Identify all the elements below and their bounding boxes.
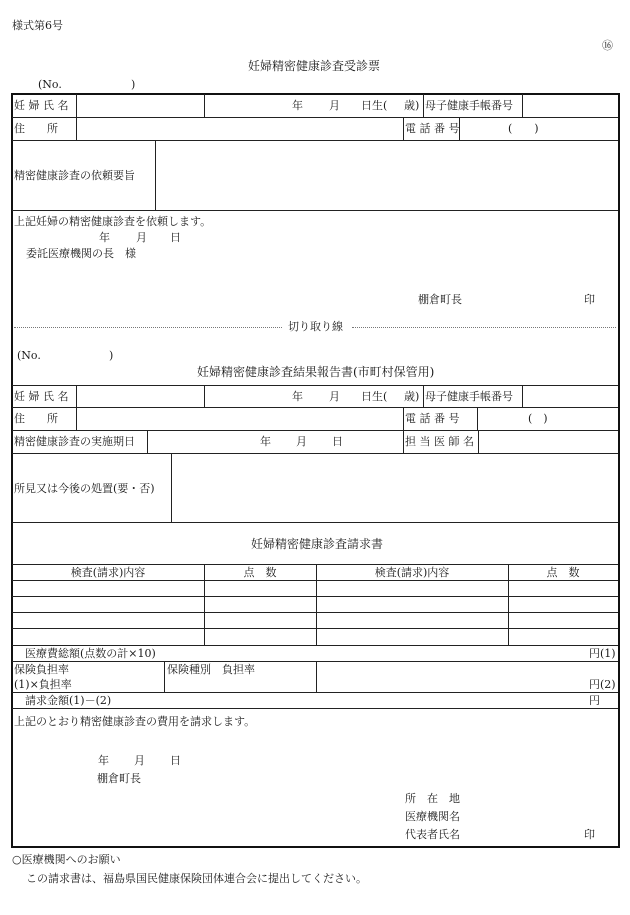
- sheet1-mayor: 棚倉町長: [418, 293, 462, 306]
- footer-note-title: ○医療機関へのお願い: [12, 853, 121, 866]
- invoice-date-month: 月: [134, 754, 145, 767]
- invoice-total-unit: 円(1): [589, 647, 616, 660]
- sheet2-address-label: 住 所: [14, 412, 58, 425]
- sheet2-name-label: 妊 婦 氏 名: [14, 390, 69, 403]
- sheet1-birth-month: 月: [329, 99, 340, 112]
- invoice-col-content-1: 検査(請求)内容: [70, 566, 146, 579]
- sheet1-age-unit: 歳): [404, 99, 420, 112]
- sheet1-request-text: 上記妊婦の精密健康診査を依頼します。: [14, 215, 212, 228]
- sheet1-request-label: 精密健康診査の依頼要旨: [14, 169, 135, 182]
- invoice-location-label: 所 在 地: [405, 792, 460, 805]
- invoice-date-year: 年: [98, 754, 109, 767]
- sheet2-exam-month: 月: [296, 435, 307, 448]
- sheet1-no-label: (No.: [38, 78, 62, 91]
- sheet1-seal: 印: [584, 293, 595, 306]
- sheet2-exam-year: 年: [260, 435, 271, 448]
- invoice-date-day: 日: [170, 754, 181, 767]
- sheet2-handbook-label: 母子健康手帳番号: [425, 390, 513, 403]
- invoice-seal: 印: [584, 828, 595, 841]
- sheet1-date-day: 日: [170, 231, 181, 244]
- invoice-insurance-rate-label: 保険負担率: [14, 663, 69, 676]
- sheet1-phone-paren: ( ): [508, 122, 539, 135]
- sheet2-exam-day: 日: [332, 435, 343, 448]
- sheet1-birth-year: 年: [292, 99, 303, 112]
- invoice-claim-label: 請求金額(1)－(2): [25, 694, 112, 707]
- invoice-total-label: 医療費総額(点数の計×10): [25, 647, 156, 660]
- sheet2-birth-year: 年: [292, 390, 303, 403]
- invoice-mayor: 棚倉町長: [97, 772, 141, 785]
- form-number: 様式第6号: [12, 19, 63, 32]
- invoice-representative-label: 代表者氏名: [405, 828, 460, 841]
- sheet1-date-year: 年: [99, 231, 110, 244]
- sheet2-no-close: ): [109, 349, 114, 362]
- sheet1-no-close: ): [131, 78, 136, 91]
- sheet1-phone-label: 電 話 番 号: [405, 122, 460, 135]
- form-circle-number: ⑯: [602, 39, 613, 52]
- sheet1-date-month: 月: [136, 231, 147, 244]
- invoice-claim-unit: 円: [589, 694, 600, 707]
- sheet2-birth-day: 日生(: [361, 390, 388, 403]
- sheet2-phone-label: 電 話 番 号: [405, 412, 460, 425]
- sheet1-title: 妊婦精密健康診査受診票: [248, 59, 381, 73]
- invoice-burden-label: (1)×負担率: [14, 678, 72, 691]
- sheet1-handbook-label: 母子健康手帳番号: [425, 99, 513, 112]
- sheet1-to-label: 委託医療機関の長 様: [26, 247, 136, 260]
- sheet2-exam-date-label: 精密健康診査の実施期日: [14, 435, 135, 448]
- footer-note-text: この請求書は、福島県国民健康保険団体連合会に提出してください。: [26, 872, 367, 885]
- sheet2-birth-month: 月: [329, 390, 340, 403]
- invoice-burden-unit: 円(2): [589, 678, 616, 691]
- sheet2-doctor-label: 担 当 医 師 名: [405, 435, 474, 448]
- invoice-col-points-2: 点 数: [546, 566, 580, 579]
- cut-line-label: 切り取り線: [288, 320, 343, 333]
- invoice-insurance-type-label: 保険種別 負担率: [167, 663, 255, 676]
- sheet2-findings-label: 所見又は今後の処置(要・否): [14, 482, 155, 495]
- sheet2-no-label: (No.: [17, 349, 41, 362]
- sheet2-title: 妊婦精密健康診査結果報告書(市町村保管用): [197, 365, 435, 379]
- invoice-statement: 上記のとおり精密健康診査の費用を請求します。: [14, 715, 256, 728]
- sheet2-age-unit: 歳): [404, 390, 420, 403]
- invoice-col-content-2: 検査(請求)内容: [374, 566, 450, 579]
- invoice-institution-label: 医療機関名: [405, 810, 460, 823]
- sheet1-birth-day: 日生(: [361, 99, 388, 112]
- invoice-title: 妊婦精密健康診査請求書: [251, 537, 384, 551]
- sheet1-address-label: 住 所: [14, 122, 58, 135]
- sheet1-name-label: 妊 婦 氏 名: [14, 99, 69, 112]
- sheet2-phone-paren: ( ): [528, 412, 548, 425]
- invoice-col-points-1: 点 数: [243, 566, 277, 579]
